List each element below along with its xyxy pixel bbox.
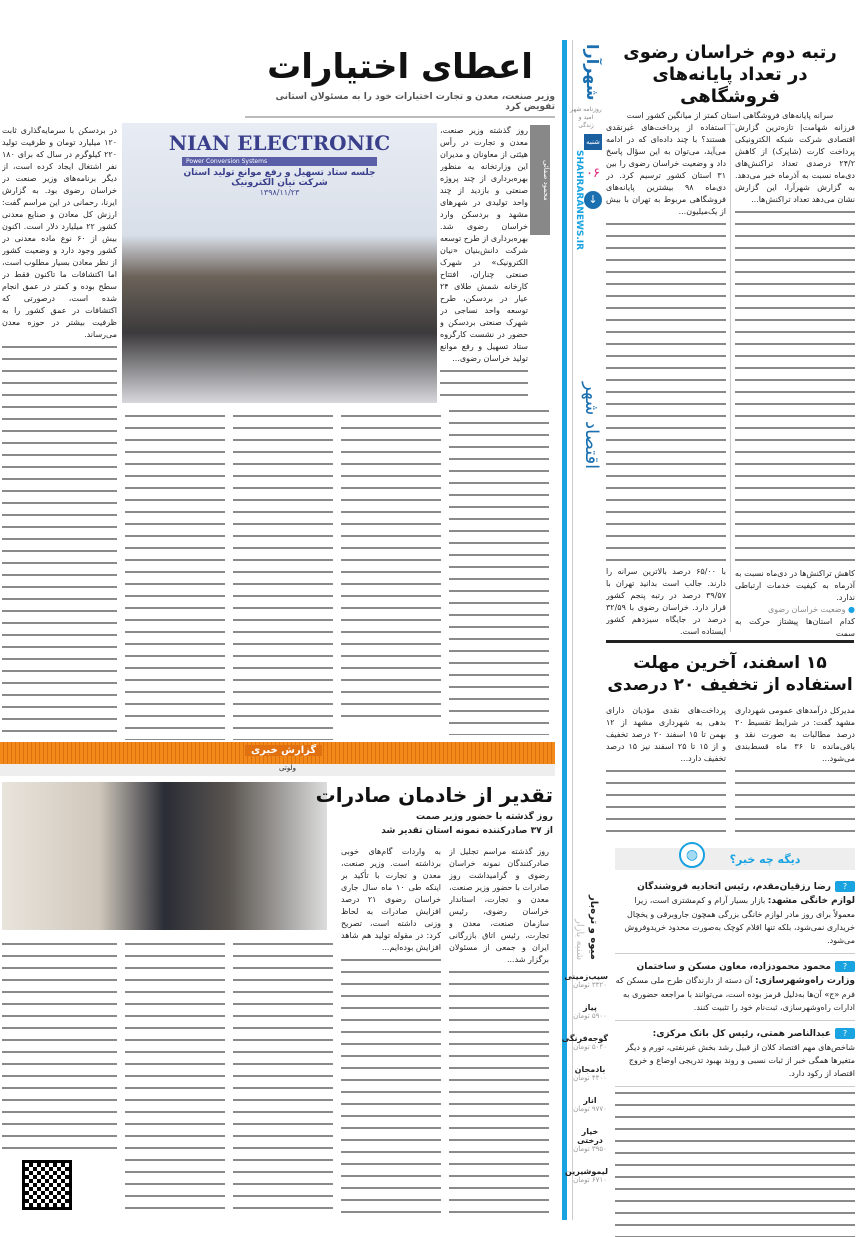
paragraph: پرداخت‌های نقدی مؤدیان دارای بدهی به شهرداری مشهد از ۱۲ بهمن تا ۱۵ اسفند ۲۰ درصد تخفیف و از ۱۵ تا ۲۵ اسفند نیز ۱۵ درصد تخفیف دارد... — [606, 706, 726, 763]
photo-banner-sub: Power Conversion Systems — [182, 157, 377, 166]
article-pos-terminals — [606, 42, 854, 125]
price-item — [564, 972, 608, 989]
text-column — [125, 938, 225, 1215]
report-author: ولوتی — [279, 764, 296, 772]
price-item — [565, 1167, 608, 1184]
price-item — [572, 1065, 608, 1082]
product-name: لیموشیرین — [565, 1167, 608, 1176]
globe-icon: ◍ — [679, 842, 705, 868]
news-text: بازار بسیار آرام و کم‌مشتری است، زیرا معمولاً برای روز مادر لوازم خانگی بزرگی همچون جاروبرقی و یخچال خریداری نمی‌شود، بلکه تنها اقلام کوچک به‌صورت محدود خریدوفروش می‌شود. — [624, 896, 855, 945]
headline-line-2: استفاده از تخفیف ۲۰ درصدی — [607, 675, 853, 695]
text-column — [233, 410, 333, 740]
paragraph: در بردسکن با سرمایه‌گذاری ثابت ۱۲۰ میلیارد تومان و ظرفیت تولید ۲۲۰ کیلوگرم در سال که برای ۱۸۰ نفر اشتغال ایجاد کرده است، از دیگر برنامه‌های وزیر صنعت در خراسان رضوی بود. به گزارش ایرنا، رحمانی در این مراسم گفت: ارزش کل معادن و صنایع معدنی کشور ۲۲ میلیارد دلار است. اکنون بیش از ۶۰ نوع ماده معدنی در کشور وجود دارد و وضعیت کشور از نظر معادن بسیار مطلوب است، اما اکتشافات ما تاکنون فقط در سطح بوده و کمتر در عمق انجام شده است، درصورتی که اکتشافات در عمق کشور را به ظرفیت بیشتر در حوزه معدن می‌رساند. — [2, 126, 117, 339]
article-exporters — [315, 780, 553, 838]
report-banner — [0, 742, 555, 764]
report-label: گزارش خبری — [245, 745, 322, 756]
paragraph: به واردات گام‌های خوبی برداشته است. وزیر صنعت، معدن و تجارت با تأکید بر اینکه طی ۱۰ ماه سال جاری خراسان رضوی ۲۱ درصد افزایش صادرات به لحاظ وزنی داشته است، تصریح کرد: در مقوله تولید هم شاهد افزایش بوده‌ایم... — [341, 847, 441, 952]
tagline: روزنامه شهر امید و زندگی — [570, 106, 602, 129]
headline: ۱۵ اسفند، آخرین مهلت — [633, 653, 827, 673]
news-box — [615, 848, 855, 1216]
paragraph: استفاده از پرداخت‌های غیرنقدی هستند؟ با چند داده‌ای که در ادامه می‌آید، می‌توان به این سؤال پاسخ داد و وضعیت خراسان رضوی را بین ۳۱ استان کشور ترسیم کرد. در دی‌ماه ۹۸ بیشترین پایانه‌های فروشگاهی مربوط به تهران با بیش از یک‌میلیون... — [606, 123, 726, 216]
subhead: ● وضعیت خراسان رضوی — [767, 605, 855, 614]
paragraph: کدام استان‌ها پیشتاز حرکت به سمت — [735, 617, 855, 638]
headline: رتبه دوم خراسان رضوی — [623, 42, 837, 63]
product-name: گوجه‌فرنگی — [561, 1034, 608, 1043]
product-price: ۵۹۰۰ تومان — [573, 1012, 607, 1020]
subtitle: سرانه پایانه‌های فروشگاهی استان کمتر از میانگین کشور است — [606, 111, 854, 125]
news-item — [615, 1021, 855, 1087]
award-photo — [2, 782, 327, 930]
product-price: ۹۷۷۰ تومان — [573, 1105, 607, 1113]
text-column — [125, 410, 225, 740]
paragraph: روز گذشته مراسم تجلیل از صادرکنندگان نمونه خراسان رضوی و گرامیداشت روز صادرات با حضور وزیر صنعت، معدن و تجارت، استاندار خراسان رضوی، رئیس سازمان صنعت، معدن و تجارت، رئیس اتاق بازرگانی ایران و جمعی از مسئولان برگزار شد... — [449, 847, 549, 964]
news-text: شاخص‌های مهم اقتصاد کلان از قبیل رشد بخش غیرنفتی، تورم و دیگر متغیرها همگی خبر از ثبات نسبی و روند بهبود تدریجی اوضاع و خروج اقتصاد از رکود دارد. — [625, 1043, 855, 1078]
qr-code[interactable] — [22, 1160, 72, 1210]
down-arrow-icon: ↓ — [584, 191, 602, 209]
logo: شهرآرا — [583, 43, 602, 101]
paragraph: مدیرکل درآمدهای عمومی شهرداری مشهد گفت: در شرایط تقسیط ۲۰ درصد مطالبات به صورت نقد و باقی‌مانده تا ۳۶ ماه قسط‌بندی می‌شود... — [735, 706, 855, 763]
news-item — [615, 874, 855, 954]
subtitle: روز گذشته با حضور وزیر صمت — [416, 812, 553, 822]
paragraph: کاهش تراکنش‌ها در دی‌ماه نسبت به آذرماه به کیفیت خدمات ارتباطی ندارد. — [735, 569, 855, 602]
product-name: سیب‌زمینی — [564, 972, 608, 981]
question-icon: ? — [835, 881, 855, 892]
site-url: SHAHRARANEWS.IR — [574, 150, 584, 251]
text-column — [606, 122, 726, 562]
text-column — [449, 846, 549, 1215]
paragraph: با ۶۵/۰۰ درصد بالاترین سرانه را دارند. جالب است بدانید تهران با ۳۹/۵۷ درصد در رتبه پنجم کشور قرار دارد. خراسان رضوی با ۳۲/۵۹ درصد در جایگاه سیزدهم کشور ایستاده است. — [606, 567, 726, 636]
price-item — [561, 1034, 608, 1051]
product-price: ۶۷۱۰ تومان — [573, 1176, 607, 1184]
byline: محمود صفائی — [530, 125, 550, 235]
photo-date: ۱۳۹۸/۱۱/۲۳ — [259, 188, 300, 197]
product-price: ۴۴۰۰ تومان — [573, 1074, 607, 1082]
text-column — [606, 705, 726, 835]
news-item — [615, 954, 855, 1021]
report-sub-bar — [0, 764, 555, 776]
text-column — [341, 846, 441, 1215]
product-name: انار — [583, 1096, 597, 1105]
subtitle: وزیر صنعت، معدن و تجارت اختیارات خود را به مسئولان استانی تفویض کرد — [245, 92, 555, 118]
text-column — [341, 410, 441, 720]
price-item — [572, 1003, 608, 1020]
text-column-end — [735, 568, 855, 638]
product-name: پیاز — [583, 1003, 597, 1012]
text-column — [233, 938, 333, 1215]
photo-caption: شرکت نیان الکترونیک — [231, 178, 328, 188]
product-name: خیار درختی — [577, 1127, 603, 1145]
question-icon: ? — [835, 961, 855, 972]
price-item — [572, 1096, 608, 1113]
news-source: عبدالناصر همتی، رئیس کل بانک مرکزی: — [652, 1029, 831, 1039]
text-column — [735, 122, 855, 566]
paragraph: فرزانه شهامت| تازه‌ترین گزارش اقتصادی شرکت شبکه الکترونیکی پرداخت کارت (شاپرک) از کاهش ۲۴/۲ درصدی تعداد تراکنش‌های دی‌ماه نسبت به آذرماه خبر می‌دهد. به گزارش شهرآرا، این گزارش نشان می‌دهد تعداد تراکنش‌ها... — [735, 123, 855, 204]
headline-line-2: در تعداد پایانه‌های فروشگاهی — [652, 64, 808, 107]
product-price: ۵۰۴۰ تومان — [573, 1043, 607, 1051]
paragraph: روز گذشته وزیر صنعت، معدن و تجارت در رأس هیئتی از معاونان و مدیران این وزارتخانه به منظور بهره‌برداری از چند پروژه صنعتی و بازدید از چند واحد تولیدی در شهرهای مشهد و بردسکن وارد خراسان رضوی شد. بهره‌برداری از طرح توسعه شرکت دانش‌بنیان «نیان الکترونیک» در شهرک صنعتی چناران، افتتاح کارخانه شمش طلای ۲۴ عیار در بردسکن، طرح توسعه واحد نساجی در شهرک صنعتی بردسکن و حضور در نشست کارگروه ستاد تسهیل و رفع موانع تولید خراسان رضوی... — [440, 126, 528, 363]
article-authority — [245, 42, 555, 118]
meeting-photo — [122, 123, 437, 403]
text-column — [449, 405, 549, 735]
photo-banner: NIAN ELECTRONIC — [168, 131, 391, 155]
rule — [606, 640, 854, 643]
day-box: شنبه — [584, 134, 602, 150]
market-title: میوه و تره‌بار — [588, 895, 599, 960]
price-item — [572, 1127, 608, 1153]
subtitle: از ۳۷ صادرکننده نمونه استان تقدیر شد — [381, 826, 553, 836]
page-number: ۰۶ — [586, 166, 600, 181]
question-icon: ? — [835, 1028, 855, 1039]
text-column — [2, 938, 117, 1153]
text-column — [440, 125, 528, 400]
news-source: محمود محمودزاده، معاون مسکن و ساختمان وزارت راه‌وشهرسازی: — [636, 962, 855, 986]
accent-rule — [562, 40, 567, 1220]
market-title-light: شنبه بازار — [574, 918, 585, 960]
text-column — [735, 705, 855, 835]
text-column-end — [606, 566, 726, 636]
headline: اعطای اختیارات — [267, 47, 533, 87]
photo-caption: جلسه ستاد تسهیل و رفع موانع تولید استان — [183, 168, 376, 178]
text-column — [2, 125, 117, 740]
headline: تقدیر از خادمان صادرات — [315, 783, 553, 807]
product-price: ۳۹۵۰ تومان — [573, 1145, 607, 1153]
more-news-text — [615, 1087, 855, 1237]
article-discount — [606, 652, 854, 696]
news-box-title: دیگه چه خبر؟ — [729, 853, 801, 866]
news-box-header — [615, 848, 855, 870]
news-text: آن دسته از دارندگان طرح ملی مسکن که فرم «ج» آن‌ها به‌دلیل قرمز بوده است، می‌توانند با مراجعه حضوری به ادارات راه‌وشهرسازی، ثبت‌نام خود را تثبیت کنند. — [615, 976, 855, 1012]
product-name: بادمجان — [574, 1065, 606, 1074]
product-price: ۳۳۲۰ تومان — [573, 981, 607, 989]
news-source: رضا رزقیان‌مقدم، رئیس اتحادیه فروشندگان لوازم خانگی مشهد: — [637, 882, 855, 906]
section-title: اقتصاد شهر — [581, 381, 602, 469]
